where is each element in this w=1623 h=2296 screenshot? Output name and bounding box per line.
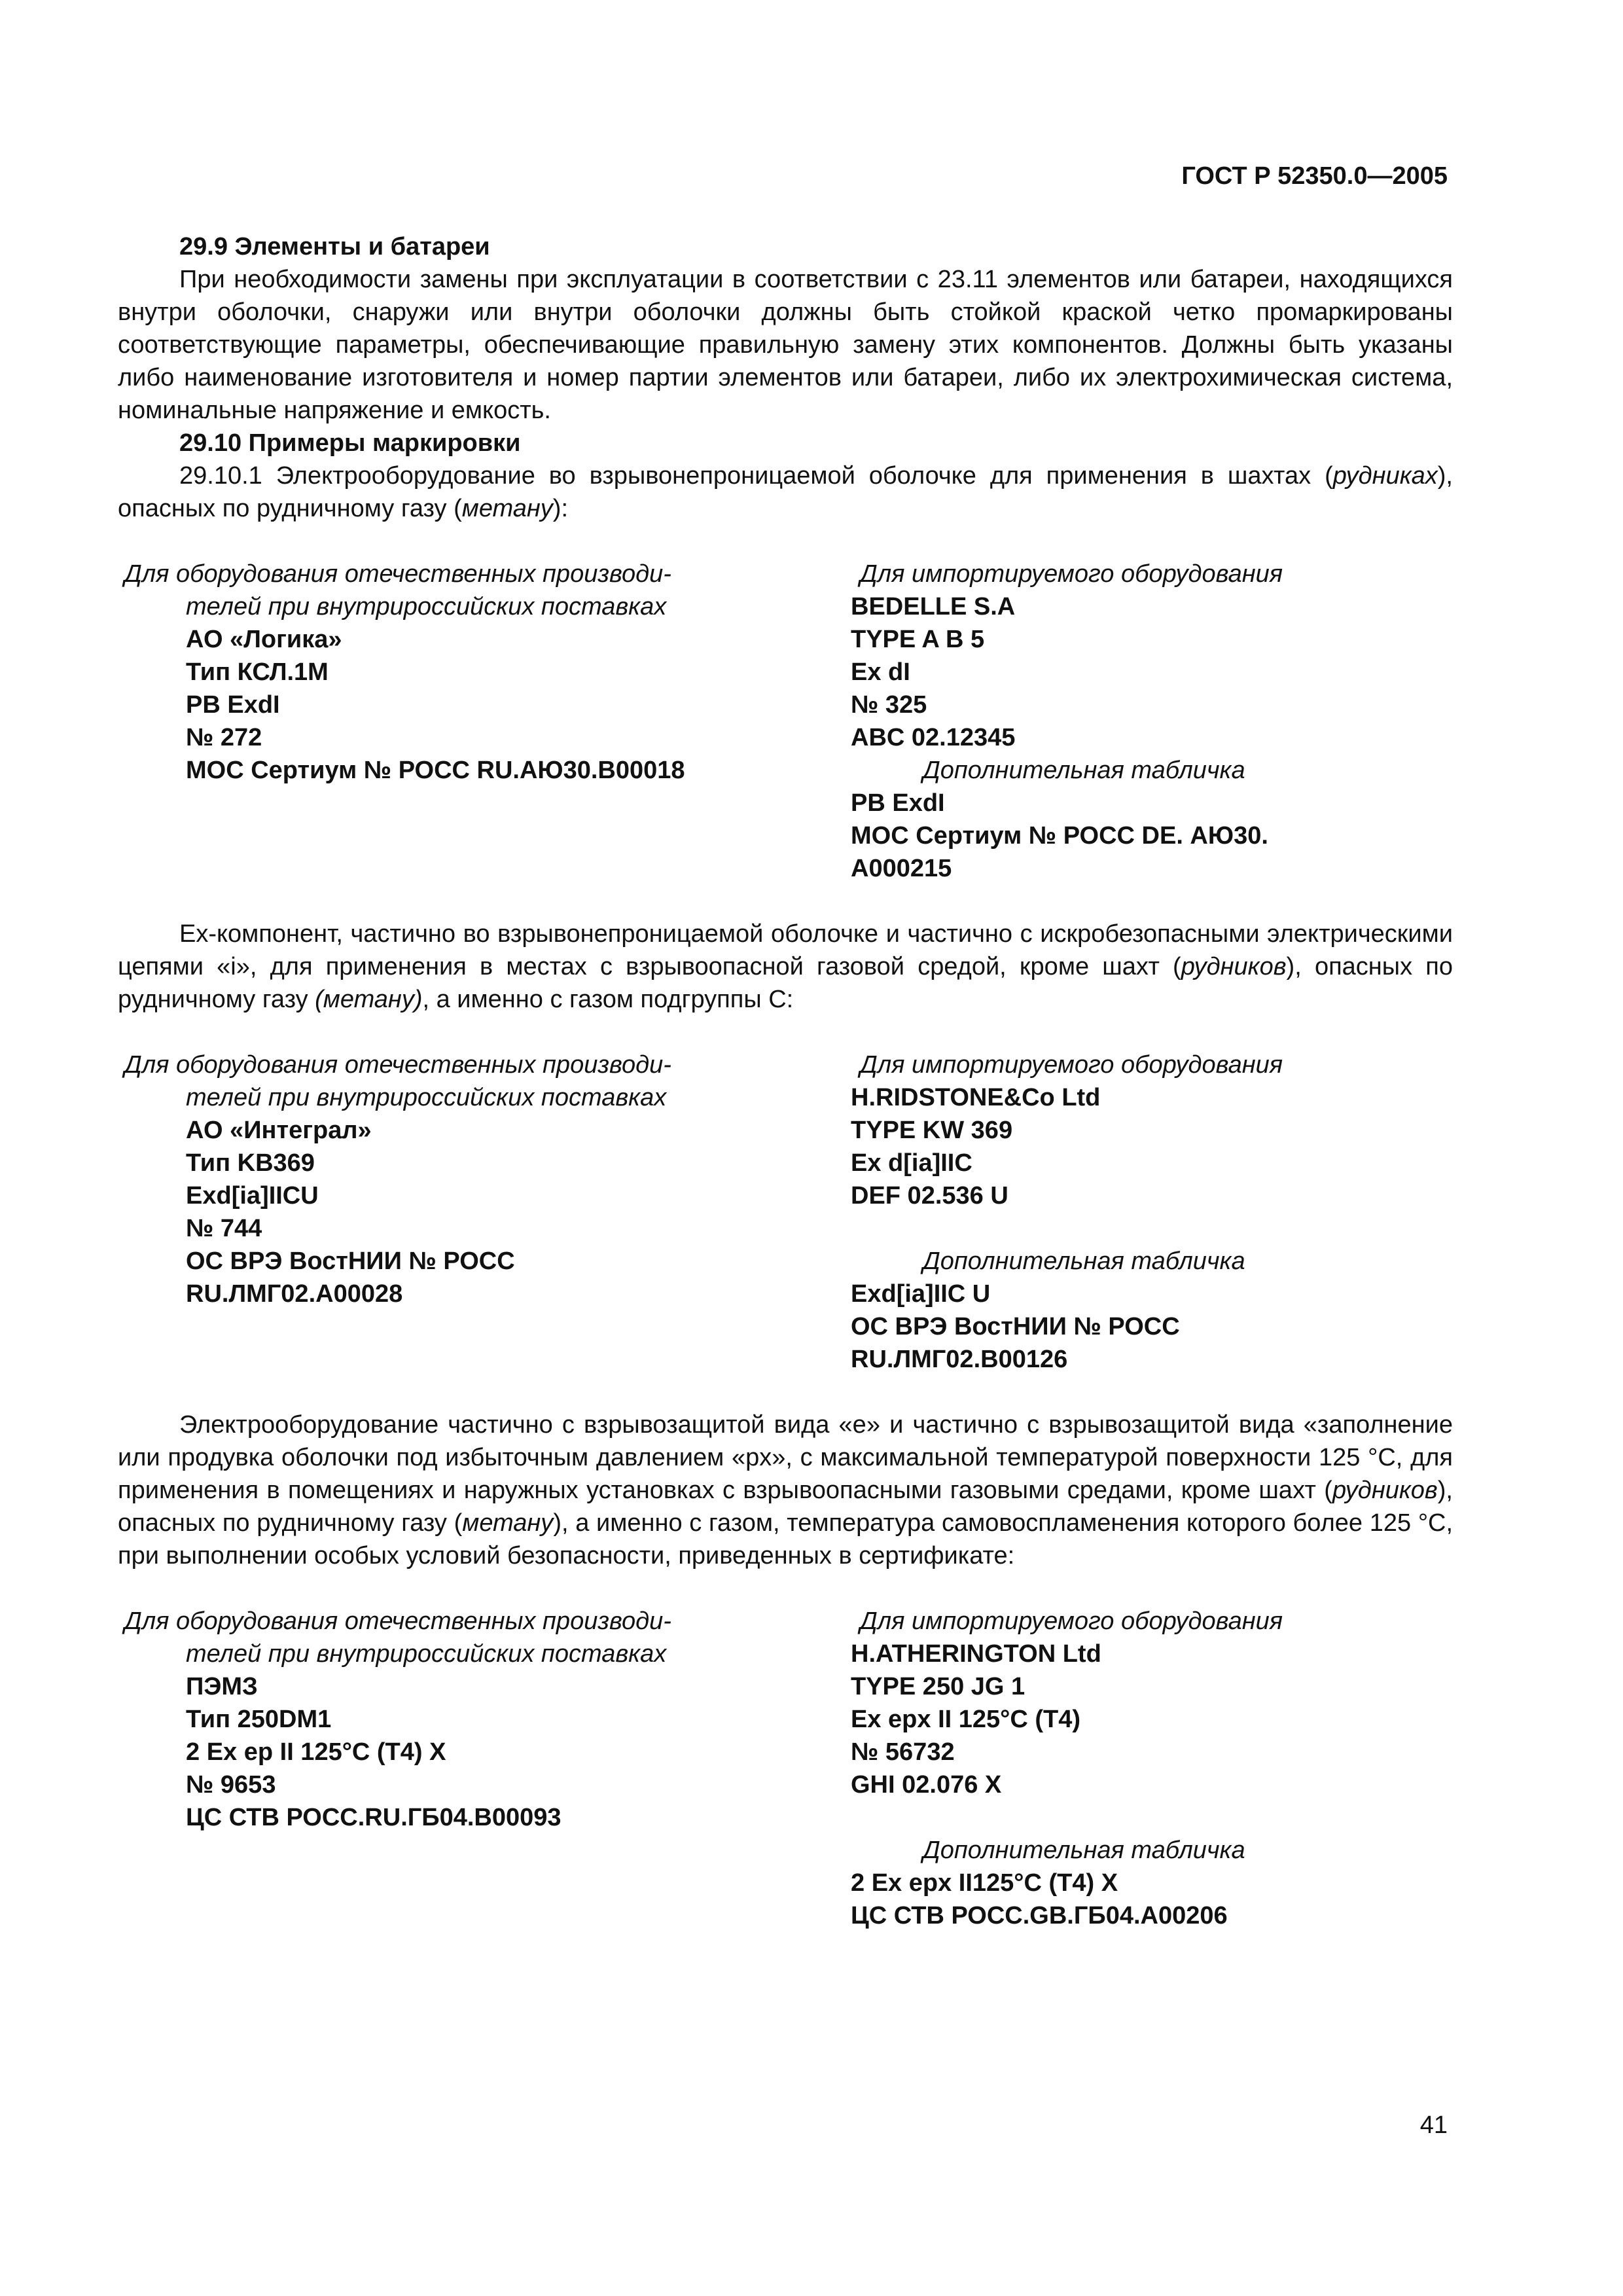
marking-line: H.ATHERINGTON Ltd (851, 1640, 1101, 1668)
marking-line: Exd[ia]IIC U (851, 1280, 991, 1308)
marking-line: TYPE KW 369 (851, 1117, 1013, 1144)
marking-line: PB ExdI (186, 691, 280, 719)
marking-line: ОС ВРЭ ВостНИИ № РОСС (186, 1247, 515, 1275)
marking-example-2 (118, 1049, 1453, 1376)
paragraph-29-10-1: 29.10.1 Электрооборудование во взрывонепроницаемой оболочке для применения в шахтах (рудниках), опасных по рудничному газу (метану): (118, 462, 1453, 522)
marking-line: 2 Ex ep II 125°С (Т4) X (186, 1738, 446, 1766)
marking-line: Exd[ia]IICU (186, 1182, 319, 1210)
marking-line: GHI 02.076 X (851, 1771, 1002, 1799)
marking-line: АО «Логика» (186, 626, 342, 653)
document-body (118, 230, 1453, 1932)
marking-line: DEF 02.536 U (851, 1182, 1008, 1210)
marking-line: BEDELLE S.A (851, 593, 1016, 620)
marking-line: № 744 (186, 1215, 262, 1242)
marking-line: № 9653 (186, 1771, 276, 1799)
section-heading-29-9: 29.9 Элементы и батареи (179, 233, 490, 260)
marking-line: ЦС СТВ РОСС.RU.ГБ04.В00093 (186, 1804, 562, 1831)
marking-line: ОС ВРЭ ВостНИИ № РОСС (851, 1313, 1180, 1340)
paragraph-ex-component: Ex-компонент, частично во взрывонепроницаемой оболочке и частично с искробезопасными электрическими цепями «i», для применения в местах с взрывоопасной газовой средой, кроме шахт (рудников), опасных по рудничному газу (метану), а именно с газом подгруппы С: (118, 920, 1453, 1013)
marking-line: H.RIDSTONE&Co Ltd (851, 1084, 1101, 1111)
import-marking (851, 1605, 1453, 1932)
marking-line: Ex d[ia]IIC (851, 1149, 972, 1177)
marking-line: RU.ЛМГ02.В00126 (851, 1346, 1068, 1373)
marking-line: Ex epx II 125°C (T4) (851, 1706, 1080, 1733)
import-caption: Для импортируемого оборудования (860, 560, 1283, 588)
marking-line: RU.ЛМГ02.А00028 (186, 1280, 403, 1308)
marking-line: А000215 (851, 855, 952, 882)
domestic-marking (118, 1605, 851, 1932)
marking-line: Тип KB369 (186, 1149, 315, 1177)
marking-line: № 325 (851, 691, 927, 719)
marking-line: TYPE 250 JG 1 (851, 1673, 1026, 1700)
marking-line: Ex dI (851, 658, 910, 686)
import-marking (851, 558, 1453, 885)
domestic-marking (118, 1049, 851, 1376)
section-text-29-9: При необходимости замены при эксплуатации в соответствии с 23.11 элементов или батареи, находящихся внутри оболочки, снаружи или внутри оболочки должны быть стойкой краской четко промаркированы соответствующие параметры, обеспечивающие правильную замену этих компонентов. Должны быть указаны либо наименование изготовителя и номер партии элементов или батареи, либо их электрохимическая система, номинальные напряжение и емкость. (118, 266, 1453, 424)
domestic-marking (118, 558, 851, 885)
marking-line: МОС Сертиум № РОСС DE. АЮ30. (851, 822, 1268, 850)
page-number: 41 (1419, 2111, 1448, 2139)
paragraph-pressurized-equipment: Электрооборудование частично с взрывозащитой вида «е» и частично с взрывозащитой вида «заполнение или продувка оболочки под избыточным давлением «px», с максимальной температурой поверхности 125 °С, для применения в помещениях и наружных установках с взрывоопасными газовыми средами, кроме шахт (рудников), опасных по рудничному газу (метану), а именно с газом, температура самовоспламенения которого более 125 °С, при выполнении особых условий безопасности, приведенных в сертификате: (118, 1411, 1454, 1570)
marking-example-1 (118, 558, 1453, 885)
marking-line: PB ExdI (851, 789, 945, 817)
marking-line: Тип КСЛ.1М (186, 658, 329, 686)
marking-line: МОС Сертиум № РОСС RU.АЮ30.В00018 (186, 757, 685, 784)
domestic-caption: Для оборудования отечественных производи- телей при внутрироссийских поставках (124, 560, 671, 620)
additional-plate-caption: Дополнительная табличка (923, 1837, 1245, 1864)
marking-line: ЦС СТВ РОСС.GB.ГБ04.А00206 (851, 1902, 1228, 1929)
import-caption: Для импортируемого оборудования (860, 1051, 1283, 1079)
marking-example-3 (118, 1605, 1453, 1932)
additional-plate-caption: Дополнительная табличка (923, 1247, 1245, 1275)
marking-line: АО «Интеграл» (186, 1117, 372, 1144)
marking-line: ABC 02.12345 (851, 724, 1016, 751)
import-marking (851, 1049, 1453, 1376)
marking-line: TYPE A B 5 (851, 626, 985, 653)
domestic-caption: Для оборудования отечественных производи- телей при внутрироссийских поставках (124, 1607, 671, 1668)
marking-line: 2 Ex epx II125°С (Т4) X (851, 1869, 1118, 1897)
marking-line: ПЭМЗ (186, 1673, 258, 1700)
standard-number: ГОСТ Р 52350.0—2005 (1181, 162, 1448, 190)
section-heading-29-10: 29.10 Примеры маркировки (179, 429, 521, 457)
domestic-caption: Для оборудования отечественных производи- телей при внутрироссийских поставках (124, 1051, 671, 1111)
import-caption: Для импортируемого оборудования (860, 1607, 1283, 1635)
additional-plate-caption: Дополнительная табличка (923, 757, 1245, 784)
marking-line: № 56732 (851, 1738, 955, 1766)
marking-line: Тип 250DM1 (186, 1706, 332, 1733)
marking-line: № 272 (186, 724, 262, 751)
